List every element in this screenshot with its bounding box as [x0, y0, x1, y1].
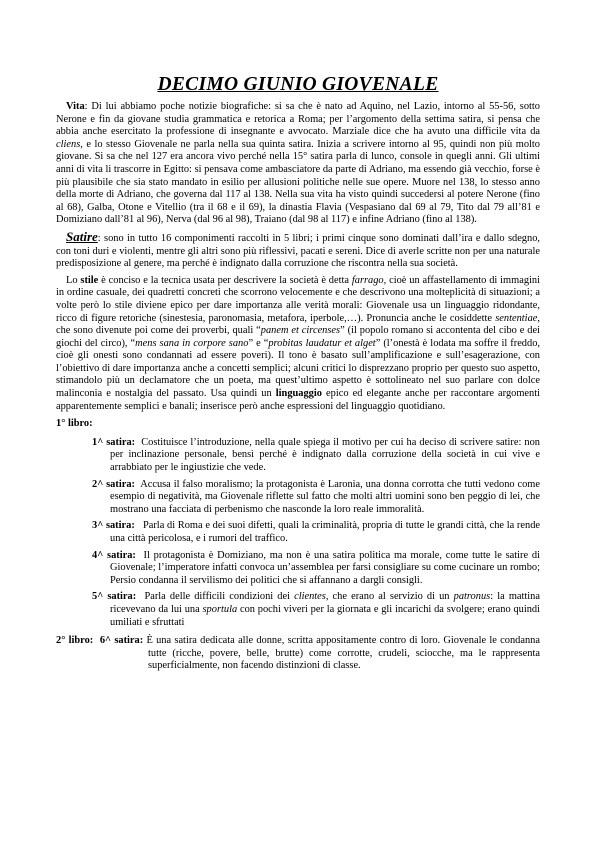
satire-6-label: 6^ satira: — [99, 635, 144, 647]
satire-4-label: 4^ satira: — [92, 549, 136, 561]
patronus-term: patronus — [453, 591, 491, 603]
page-title: DECIMO GIUNIO GIOVENALE — [157, 74, 439, 95]
satire-2-item — [56, 479, 540, 517]
panem-quote: panem et circenses — [260, 325, 341, 337]
clientes-term: clientes — [294, 591, 326, 603]
cliens-term: cliens — [56, 138, 81, 150]
satire-6-text: È una satira dedicata alle donne, scritta appositamente contro di loro. Giovenale le condanna tutte (ricche, povere, belle, brutte) come corrotte, crudeli, sciocche, ma le rappresenta superficialmente, non facendo distinzioni di classe. — [146, 635, 540, 672]
vita-paragraph: Vita: Di lui abbiamo poche notizie biografiche: si sa che è nato ad Aquino, nel Lazio, intorno al 55-56, sotto Nerone e fin da giovane studia grammatica e retorica a Roma; per l’argomento della settima satira, si pensa che abbia anche esercitato la professione di insegnante e avvocato. Marziale dice che ha avuto una difficile vita da cliens, e lo stesso Giovenale ne parla nella sua quinta satira. Inizia a scrivere intorno al 95, quindi non più molto giovane. Si sa che nel 127 era ancora vivo perché nella 15° satira parla di lunco, console in quegli anni. Gli ultimi anni di vita li trascorre in Egitto: si pensava come ambasciatore da parte di Adriano, ma essendo già vecchio, forse è più plausibile che sia stato mandato in esilio per allusioni politiche nelle sue opere. Muore nel 138, lo stesso anno della morte di Adriano, che governa dal 117 al 138. Nella sua vita ha visto quindi succedersi al potere Nerone (fino al 68), Galba, Otone e Vitellio (tra il 68 e il 69), la dinastia Flavia (Vespasiano dal 69 al 79, Tito dal 79 all’81 e Domiziano dall’81 al 96), Nerva (dal 96 al 98), Traiano (dal 98 al 117) e infine Adriano (fino al 138). — [56, 101, 540, 226]
satire-3-text: Parla di Roma e dei suoi difetti, quali la criminalità, propria di tutte le grandi città, che la rende una città pericolosa, e i rumori del traffico. — [110, 520, 541, 544]
vita-label: Vita — [66, 101, 85, 112]
satire-5-label: 5^ satira: — [92, 591, 137, 603]
satire-5-item: 5^ satira: Parla delle difficili condizioni dei clientes, che erano al servizio di un patronus: la mattina ricevevano da lui una sportula con pochi viveri per la giornata e gli incarichi da svolgere; erano quindi umiliati e sfruttati — [92, 591, 540, 628]
satire-2-text: Accusa il falso moralismo; la protagonista è Laronia, una donna corrotta che tutti vedono come esempio di negatività, ma Giovenale riflette sul fatto che molti altri uomini sono ben peggio di lei, che mostrano una facciata di perbenismo che nasconde la loro reale immoralità. — [110, 478, 540, 515]
book-2-heading: 2° libro: — [56, 635, 94, 647]
satire-1-item — [56, 437, 540, 475]
satire-4-item — [56, 550, 540, 588]
farrago-term: farrago, — [351, 274, 387, 286]
satire-1-text: Costituisce l’introduzione, nella quale spiega il motivo per cui ha deciso di scrivere satire: non per inclinazione personale, bensì perché è indignato dalla corruzione della società in cui vive e arrabbiato per le ingiustizie che vede. — [110, 436, 541, 474]
book-1-satire-list — [56, 433, 540, 673]
linguaggio-term: linguaggio — [275, 388, 322, 400]
satire-paragraph: Satire: sono in tutto 16 componimenti raccolti in 5 libri; i primi cinque sono dominati dall’ira e dallo sdegno, con toni duri e violenti, mentre gli altri sono più riflessivi, pacati e sereni. Dice di averle scritte non per una naturale predisposizione al genere, ma perché è indignato dalla corruzione che riscontra nella sua società. — [56, 228, 540, 270]
probitas-quote: probitas laudatur et alget — [268, 337, 376, 349]
stile-term: stile — [80, 274, 99, 286]
satire-1-label: 1^ satira: — [92, 436, 136, 448]
document-page — [56, 74, 540, 431]
sportula-term: sportula — [202, 603, 238, 615]
mens-quote: mens sana in corpore sano — [135, 337, 249, 349]
sententiae-term: sententiae — [495, 312, 538, 324]
satire-3-item — [56, 520, 540, 545]
satire-label: Satire — [66, 228, 98, 244]
book-2-item — [56, 635, 540, 673]
satire-4-text: Il protagonista è Domiziano, ma non è una satira politica ma morale, come tutte le satire di Giovenale; l’imperatore infatti convoca un’assemblea per farsi consigliare su come cucinare un rombo; Persio condanna il servilismo dei politici che si affannano a dargli consigli. — [110, 549, 541, 586]
satire-2-label: 2^ satira: — [92, 478, 135, 490]
satire-3-label: 3^ satira: — [92, 520, 135, 532]
stile-paragraph: Lo stile è conciso e la tecnica usata per descrivere la società è detta farrago, cioè un affastellamento di immagini in ordine casuale, dei quadretti concreti che scorrono velocemente e che descrivono una molteplicità di situazioni; a volte però lo stile diviene epico per dare importanza alle verità morali: Giovenale usa un linguaggio ridondante, ricco di figure retoriche (sinestesia, paronomasia, metafora, iperbole,…). Pronuncia anche le cosiddette sententiae, che sono divenute poi come dei proverbi, quali “panem et circenses” (il popolo romano si accontenta del cibo e dei giochi del circo), “mens sana in corpore sano” e “probitas laudatur et alget” (l’onestà è lodata ma soffre il freddo, cioè gli onesti sono condannati ad essere poveri). Il tono è basato sull’amplificazione e sull’esagerazione, con l’obiettivo di dare importanza anche a concetti semplici; alcuni critici lo disprezzano proprio per questo suo aspetto, stimandolo più un declamatore che un poeta, ma quest’ultimo aspetto è sottolineato nel suo parlare con dolce malinconia e nostalgia del passato. Usa quindi un linguaggio epico ed elegante anche per raccontare argomenti apparentemente semplici e banali; inserisce però anche espressioni del linguaggio quotidiano. — [56, 274, 540, 412]
book-1-heading: 1° libro: — [56, 418, 93, 430]
